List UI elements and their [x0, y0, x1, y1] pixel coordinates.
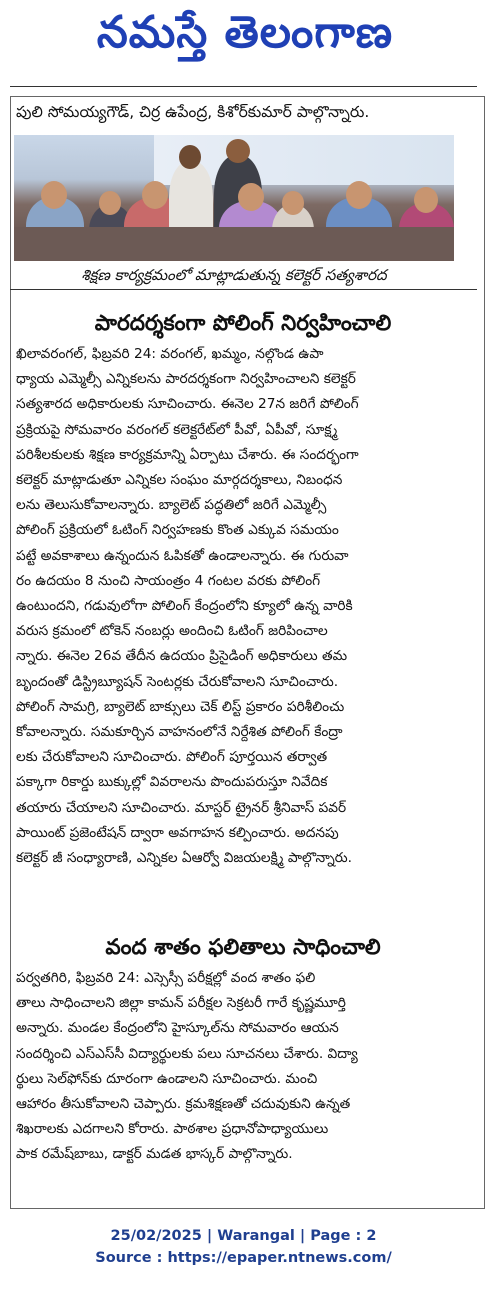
photo-caption: శిక్షణ కార్యక్రమంలో మాట్లాడుతున్న కలెక్టర్ సత్యశారద: [81, 266, 387, 284]
story1-line: పోలింగ్ సామగ్రి, బ్యాలెట్ బాక్సులు చెక్ లిస్ట్ ప్రకారం పరిశీలించు: [16, 698, 345, 715]
story1-line: పరిశీలకులకు శిక్షణ కార్యక్రమాన్ని ఏర్పాటు చేశారు. ఈ సందర్భంగా: [16, 446, 359, 463]
story1-body: [16, 342, 474, 871]
story2-line: తాలు సాధించాలని జిల్లా కామన్ పరీక్షల సెక్రటరీ గారే కృష్ణమూర్తి: [16, 995, 346, 1012]
story2-line: ఆహారం తీసుకోవాలని చెప్పారు. క్రమశిక్షణతో చదువుకుని ఉన్నత: [16, 1096, 351, 1113]
caption-divider: [10, 289, 477, 290]
story1-line: రం ఉదయం 8 నుంచి సాయంత్రం 4 గంటల వరకు పోలింగ్: [16, 572, 321, 589]
story2-line: పర్వతగిరి, ఫిబ్రవరి 24: ఎస్సెస్సీ పరీక్షల్లో వంద శాతం ఫలి: [16, 970, 316, 986]
story1-line: బృందంతో డిస్ట్రిబ్యూషన్ సెంటర్లకు చేరుకోవాలని సూచించారు.: [16, 673, 339, 690]
story1-headline: పారదర్శకంగా పోలింగ్ నిర్వహించాలి: [94, 311, 392, 336]
photo-dais-table: [14, 227, 454, 261]
story2-headline: వంద శాతం ఫలితాలు సాధించాలి: [105, 935, 381, 960]
story1-line: పక్కాగా రికార్డు బుక్కుల్లో వివరాలను పొందుపరుస్తూ నివేదిక: [16, 774, 328, 791]
story2-body: [16, 966, 474, 1168]
story1-line: లకు చేరుకోవాలని సూచించారు. పోలింగ్ పూర్తయిన తర్వాత: [16, 749, 328, 766]
masthead-divider: [10, 86, 477, 87]
story1-line: ఖిలావరంగల్, ఫిబ్రవరి 24: వరంగల్, ఖమ్మం, నల్గొండ ఉపా: [16, 346, 324, 362]
story1-line: పోలింగ్ ప్రక్రియలో ఓటింగ్ నిర్వహణకు కొంత ఎక్కువ సమయం: [16, 522, 339, 539]
story2-line: శిఖరాలకు ఎదగాలని కోరారు. పాఠశాల ప్రధానోపాధ్యాయులు: [16, 1121, 329, 1138]
story1-line: సత్యశారద అధికారులకు సూచించారు. ఈనెల 27న జరిగే పోలింగ్: [16, 396, 359, 413]
story1-line: ప్రక్రియపై సోమవారం వరంగల్ కలెక్టరేట్‌లో పీవో, ఏపీవో, సూక్ష్మ: [16, 421, 338, 438]
story1-line: ఉంటుందని, గడువులోగా పోలింగ్ కేంద్రంలోని క్యూలో ఉన్న వారికి: [16, 598, 353, 615]
story1-line: కలెక్టర్ మాట్లాడుతూ ఎన్నికల సంఘం మార్గదర్శకాలు, నిబంధన: [16, 472, 343, 489]
story2-line: సందర్శించి ఎస్ఎస్‌సీ విద్యార్థులకు పలు సూచనలు చేశారు. విద్యా: [16, 1045, 358, 1062]
story2-line: పాక రమేష్‌బాబు, డాక్టర్ మడత భాస్కర్ పాల్గొన్నారు.: [16, 1146, 293, 1163]
previous-story-line: పులి సోమయ్యగౌడ్, చిర్ర ఉపేంద్ర, కిశోర్‌కుమార్ పాల్గొన్నారు.: [16, 103, 370, 121]
masthead-title: నమస్తే తెలంగాణ: [96, 7, 394, 58]
story1-line: లను తెలుసుకోవాలన్నారు. బ్యాలెట్ పద్ధతిలో జరిగే ఎమ్మెల్సీ: [16, 497, 327, 514]
story1-line: వరుస క్రమంలో టోకెన్ నంబర్లు అందించి ఓటింగ్ జరిపించాల: [16, 623, 328, 640]
footer-source: Source : https://epaper.ntnews.com/: [95, 1250, 392, 1266]
story2-line: ర్థులు సెల్‌ఫోన్‌కు దూరంగా ఉండాలని సూచించారు. మంచి: [16, 1070, 318, 1087]
story1-line: న్నారు. ఈనెల 26వ తేదీన ఉదయం ప్రిసైడింగ్ అధికారులు తమ: [16, 648, 348, 665]
footer-dateline: 25/02/2025 | Warangal | Page : 2: [110, 1228, 377, 1244]
story1-line: పాయింట్ ప్రజెంటేషన్ ద్వారా అవగాహన కల్పించారు. అదనపు: [16, 824, 339, 841]
story1-line: కోవాలన్నారు. సమకూర్చిన వాహనంలోనే నిర్దేశిత పోలింగ్ కేంద్రా: [16, 724, 343, 741]
story1-line: తయారు చేయాలని సూచించారు. మాస్టర్ ట్రైనర్ శ్రీనివాస్ పవర్: [16, 799, 347, 816]
story1-line: ధ్యాయ ఎమ్మెల్సీ ఎన్నికలను పారదర్శకంగా నిర్వహించాలని కలెక్టర్: [16, 371, 356, 388]
news-photo: [14, 135, 454, 261]
story1-line: కలెక్టర్ జీ సంధ్యారాణి, ఎన్నికల ఏఆర్వో విజయలక్ష్మి పాల్గొన్నారు.: [16, 850, 352, 867]
story1-line: పట్టే అవకాశాలు ఉన్నందున ఓపికతో ఉండాలన్నారు. ఈ గురువా: [16, 547, 349, 564]
story2-line: అన్నారు. మండల కేంద్రంలోని హైస్కూల్‌ను సోమవారం ఆయన: [16, 1020, 339, 1037]
